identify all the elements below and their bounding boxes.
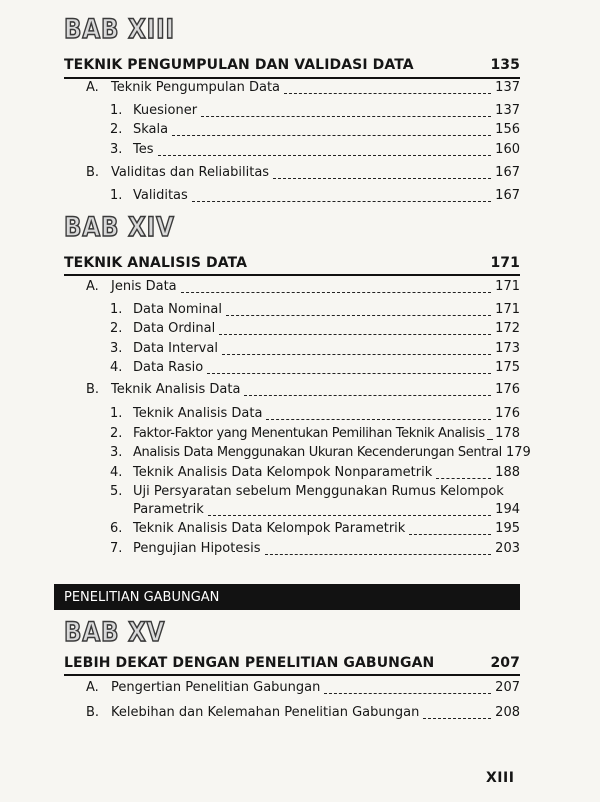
dash-leader	[273, 166, 491, 179]
toc-entry	[86, 276, 520, 296]
chapter-title: TEKNIK PENGUMPULAN DAN VALIDASI DATA	[64, 57, 414, 73]
entry-text: Jenis Data	[111, 278, 177, 294]
entry-text: Pengertian Penelitian Gabungan	[111, 679, 321, 695]
entry-text: Parametrik	[133, 501, 204, 517]
chapter-title: LEBIH DEKAT DENGAN PENELITIAN GABUNGAN	[64, 655, 435, 671]
chapter-page: 207	[490, 655, 520, 671]
entry-text: Data Interval	[133, 340, 218, 356]
entry-text: Analisis Data Menggunakan Ukuran Kecenderungan Sentral	[133, 444, 502, 460]
entry-text: Teknik Analisis Data Kelompok Nonparametrik	[133, 464, 433, 480]
dash-leader	[436, 466, 491, 479]
entry-text: Teknik Analisis Data Kelompok Parametrik	[133, 520, 406, 536]
toc-entry	[86, 379, 520, 399]
dash-leader	[181, 280, 492, 293]
toc-entry	[86, 677, 520, 697]
dash-leader	[265, 542, 492, 555]
toc-entry-continuation	[133, 499, 520, 519]
dash-leader	[222, 342, 491, 355]
entry-page: 175	[495, 359, 520, 375]
entry-page: 167	[495, 187, 520, 203]
entry-marker: B.	[86, 704, 100, 720]
dash-leader	[158, 143, 492, 156]
toc-entry	[110, 462, 520, 482]
chapter-page: 171	[490, 255, 520, 271]
section-banner	[54, 584, 520, 610]
dash-leader	[324, 681, 491, 694]
dash-leader	[487, 427, 493, 440]
entry-text: Pengujian Hipotesis	[133, 540, 261, 556]
chapter-title: TEKNIK ANALISIS DATA	[64, 255, 248, 271]
toc-entry	[110, 185, 520, 205]
entry-marker: 6.	[110, 520, 123, 536]
entry-page: 160	[495, 141, 520, 157]
dash-leader	[219, 322, 491, 335]
entry-marker: 1.	[110, 102, 123, 118]
entry-page: 176	[495, 381, 520, 397]
chapter-title-row	[64, 54, 520, 76]
entry-text: Data Ordinal	[133, 320, 216, 336]
entry-marker: 2.	[110, 320, 123, 336]
entry-page: 203	[495, 540, 520, 556]
chapter-title-row	[64, 252, 520, 274]
entry-page: 171	[495, 278, 520, 294]
entry-marker: 3.	[110, 141, 123, 157]
toc-entry	[110, 357, 520, 377]
entry-marker: 2.	[110, 425, 123, 441]
entry-marker: 3.	[110, 340, 123, 356]
toc-entry	[110, 100, 520, 120]
entry-marker: A.	[86, 679, 99, 695]
entry-text: Uji Persyaratan sebelum Menggunakan Rumus Kelompok	[133, 483, 504, 499]
entry-text: Data Rasio	[133, 359, 204, 375]
entry-page: 194	[495, 501, 520, 517]
dash-leader	[208, 503, 491, 516]
toc-entry	[110, 139, 520, 159]
entry-page: 188	[495, 464, 520, 480]
toc-entry	[110, 299, 520, 319]
entry-page: 178	[495, 425, 520, 441]
section-banner-label: PENELITIAN GABUNGAN	[64, 589, 220, 605]
entry-page: 176	[495, 405, 520, 421]
toc-entry	[110, 423, 520, 443]
entry-page: 137	[495, 102, 520, 118]
entry-marker: 5.	[110, 483, 123, 499]
chapter-heading-bab-13: BAB XIII	[64, 14, 175, 45]
entry-text: Validitas dan Reliabilitas	[111, 164, 270, 180]
toc-entry	[86, 77, 520, 97]
entry-page: 207	[495, 679, 520, 695]
entry-page: 173	[495, 340, 520, 356]
toc-entry	[86, 162, 520, 182]
chapter-page: 135	[490, 57, 520, 73]
entry-text: Teknik Pengumpulan Data	[111, 79, 281, 95]
dash-leader	[201, 104, 491, 117]
entry-marker: A.	[86, 79, 99, 95]
dash-leader	[266, 407, 491, 420]
entry-marker: A.	[86, 278, 99, 294]
entry-marker: 1.	[110, 405, 123, 421]
toc-entry	[110, 442, 531, 462]
entry-marker: B.	[86, 381, 100, 397]
entry-page: 179	[505, 444, 531, 460]
entry-text: Validitas	[133, 187, 188, 203]
toc-entry	[110, 338, 520, 358]
entry-marker: 2.	[110, 121, 123, 137]
dash-leader	[192, 189, 491, 202]
entry-page: 171	[495, 301, 520, 317]
chapter-title-row	[64, 652, 520, 674]
dash-leader	[423, 706, 491, 719]
entry-marker: 7.	[110, 540, 123, 556]
dash-leader	[207, 361, 491, 374]
chapter-heading-bab-14: BAB XIV	[64, 212, 175, 243]
dash-leader	[284, 81, 491, 94]
entry-marker: B.	[86, 164, 100, 180]
entry-text: Kuesioner	[133, 102, 198, 118]
entry-page: 167	[495, 164, 520, 180]
toc-entry	[110, 481, 520, 501]
entry-marker: 4.	[110, 359, 123, 375]
dash-leader	[226, 303, 491, 316]
entry-page: 156	[495, 121, 520, 137]
entry-text: Teknik Analisis Data	[111, 381, 241, 397]
entry-page: 137	[495, 79, 520, 95]
entry-marker: 3.	[110, 444, 123, 460]
entry-marker: 1.	[110, 301, 123, 317]
dash-leader	[409, 522, 491, 535]
toc-entry	[110, 119, 520, 139]
page-number: XIII	[486, 770, 515, 786]
entry-text: Kelebihan dan Kelemahan Penelitian Gabungan	[111, 704, 420, 720]
entry-text: Skala	[133, 121, 169, 137]
toc-entry	[110, 403, 520, 423]
entry-text: Faktor-Faktor yang Menentukan Pemilihan Teknik Analisis	[133, 425, 485, 441]
entry-marker: 1.	[110, 187, 123, 203]
toc-entry	[110, 538, 520, 558]
toc-entry	[110, 518, 520, 538]
entry-marker: 4.	[110, 464, 123, 480]
dash-leader	[244, 383, 491, 396]
entry-page: 172	[495, 320, 520, 336]
toc-entry	[86, 702, 520, 722]
toc-entry	[110, 318, 520, 338]
chapter-rule	[64, 674, 520, 676]
dash-leader	[172, 123, 491, 136]
entry-text: Tes	[133, 141, 154, 157]
entry-text: Teknik Analisis Data	[133, 405, 263, 421]
chapter-heading-bab-15: BAB XV	[64, 617, 166, 648]
entry-page: 208	[495, 704, 520, 720]
entry-page: 195	[495, 520, 520, 536]
entry-text: Data Nominal	[133, 301, 222, 317]
